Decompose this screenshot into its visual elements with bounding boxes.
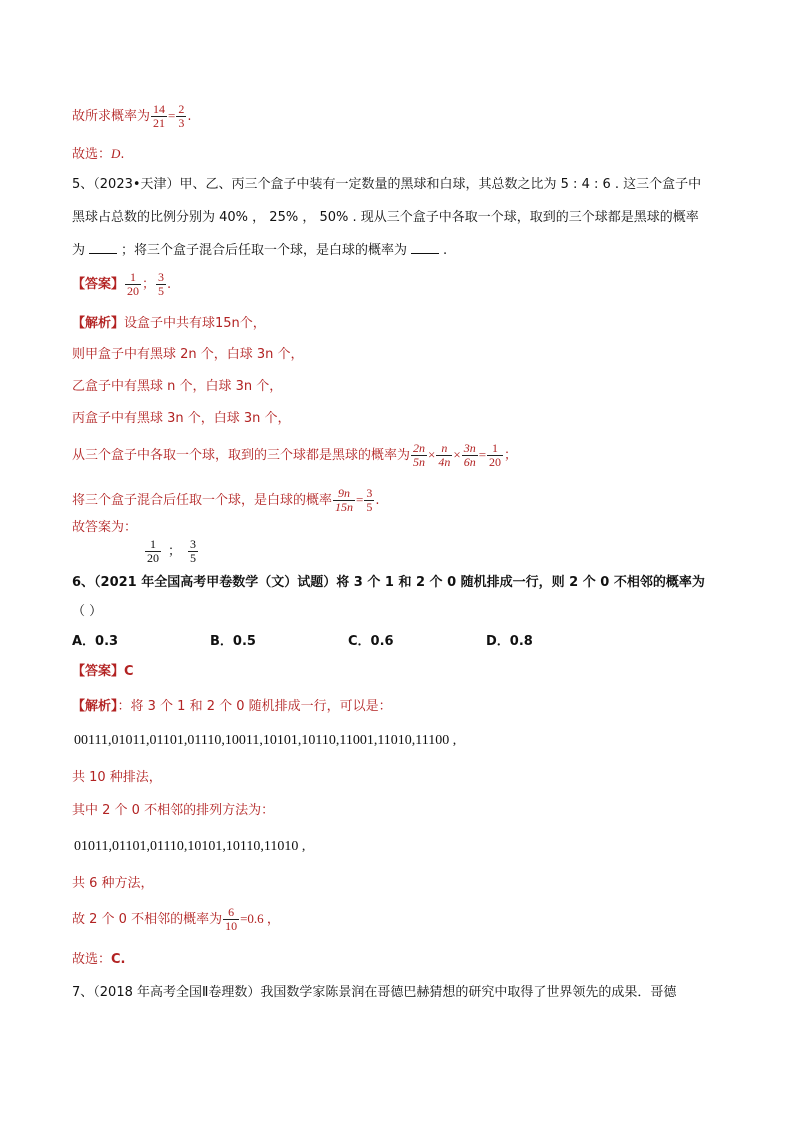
answer-blank-2 [411, 241, 439, 254]
fraction-3-5-result: $\frac{3}{5}$ [366, 486, 373, 514]
q6-option-b: B．0.5 [210, 634, 256, 649]
fraction-final-1-20: $\frac{1}{20}$ [147, 537, 159, 565]
prev-conclusion-text: 故所求概率为 [72, 109, 151, 124]
prev-answer-letter: D [111, 146, 121, 161]
fraction-14-21: $\frac{14}{21}$ [153, 102, 166, 130]
q6-count-nonadjacent: 共 6 种方法， [72, 876, 154, 891]
q5-analysis-line-1: 【解析】设盒子中共有球15n个， [72, 316, 266, 331]
fraction-n-4n: $\frac{n}{4n}$ [438, 441, 451, 469]
q6-option-d: D．0.8 [486, 634, 533, 649]
q5-analysis-line-3: 乙盒子中有黑球 n 个，白球 3n 个， [72, 379, 283, 394]
fraction-3n-6n: $\frac{3n}{6n}$ [463, 441, 476, 469]
fraction-6-10: $\frac{6}{10}$ [225, 905, 238, 933]
q6-selection-line: 故选：C. [72, 952, 126, 967]
q5-analysis-line-2: 则甲盒子中有黑球 2n 个，白球 3n 个， [72, 347, 304, 362]
q6-probability-line: 故 2 个 0 不相邻的概率为 $\frac{6}{10}$ =0.6 ， [72, 905, 280, 933]
analysis-label: 【解析】 [72, 699, 118, 714]
q5-stem-line-2: 黑球占总数的比例分别为 40% ， 25% ， 50% . 现从三个盒子中各取一个球，取到的三个球都是黑球的概率 [72, 210, 699, 225]
fraction-final-3-5: $\frac{3}{5}$ [190, 537, 197, 565]
q5-analysis-line-6: 将三个盒子混合后任取一个球，是白球的概率 $\frac{9n}{15n}$ = $\frac{3}{5}$ . [72, 486, 380, 514]
q6-stem-line-2: （ ） [72, 604, 103, 619]
q6-sequence-all: 00111,01011,01101,01110,10011,10101,10110,11001,11010,11100 , [74, 733, 457, 748]
fraction-9n-15n: $\frac{9n}{15n}$ [335, 486, 354, 514]
fraction-2-3: $\frac{2}{3}$ [178, 102, 185, 130]
q5-stem-line-3: 为 ；将三个盒子混合后任取一个球，是白球的概率为 . [72, 243, 448, 258]
q6-subtitle: 其中 2 个 0 不相邻的排列方法为： [72, 803, 275, 818]
fraction-3-5: $\frac{3}{5}$ [158, 270, 165, 298]
fraction-1-20: $\frac{1}{20}$ [127, 270, 140, 298]
q6-stem-line-1: 6、（2021 年全国高考甲卷数学（文）试题）将 3 个 1 和 2 个 0 随机排成一行，则 2 个 0 不相邻的概率为 [72, 575, 705, 590]
answer-label: 【答案】 [72, 277, 125, 292]
q6-option-c: C．0.6 [348, 634, 394, 649]
fraction-1-20-result: $\frac{1}{20}$ [489, 441, 502, 469]
answer-blank-1 [89, 241, 117, 254]
q5-answer-line: 【答案】 $\frac{1}{20}$ ； $\frac{3}{5}$ . [72, 270, 172, 298]
q5-stem-line-1: 5、（2023•天津）甲、乙、丙三个盒子中装有一定数量的黑球和白球，其总数之比为 5 : 4 : 6 . 这三个盒子中 [72, 177, 702, 192]
q5-final-answer-label: 故答案为： [72, 520, 138, 535]
q6-answer-line: 【答案】C [72, 664, 134, 679]
fraction-2n-5n: $\frac{2n}{5n}$ [413, 441, 426, 469]
analysis-label: 【解析】 [72, 316, 125, 331]
q5-analysis-line-5: 从三个盒子中各取一个球，取到的三个球都是黑球的概率为 $\frac{2n}{5n}$ × $\frac{n}{4n}$ × $\frac{3n}{6n}$ = $\frac{1}{20}$ ； [72, 441, 518, 469]
q5-analysis-line-4: 丙盒子中有黑球 3n 个，白球 3n 个， [72, 411, 291, 426]
q6-option-a: A．0.3 [72, 634, 119, 649]
prev-conclusion-line: 故所求概率为 $\frac{14}{21}$ = $\frac{2}{3}$ . [72, 102, 192, 130]
q7-stem-line-1: 7、（2018 年高考全国Ⅱ卷理数）我国数学家陈景润在哥德巴赫猜想的研究中取得了世界领先的成果．哥德 [72, 985, 677, 1000]
q6-sequence-nonadjacent: 01011,01101,01110,10101,10110,11010 , [74, 839, 306, 854]
q6-count-all: 共 10 种排法， [72, 770, 162, 785]
answer-label: 【答案】 [72, 664, 125, 679]
q5-final-answer-values: $\frac{1}{20}$ ； $\frac{3}{5}$ [147, 537, 197, 565]
prev-selection-line: 故选：D. [72, 146, 125, 162]
q6-analysis-line-1: 【解析】：将 3 个 1 和 2 个 0 随机排成一行，可以是： [72, 699, 392, 714]
